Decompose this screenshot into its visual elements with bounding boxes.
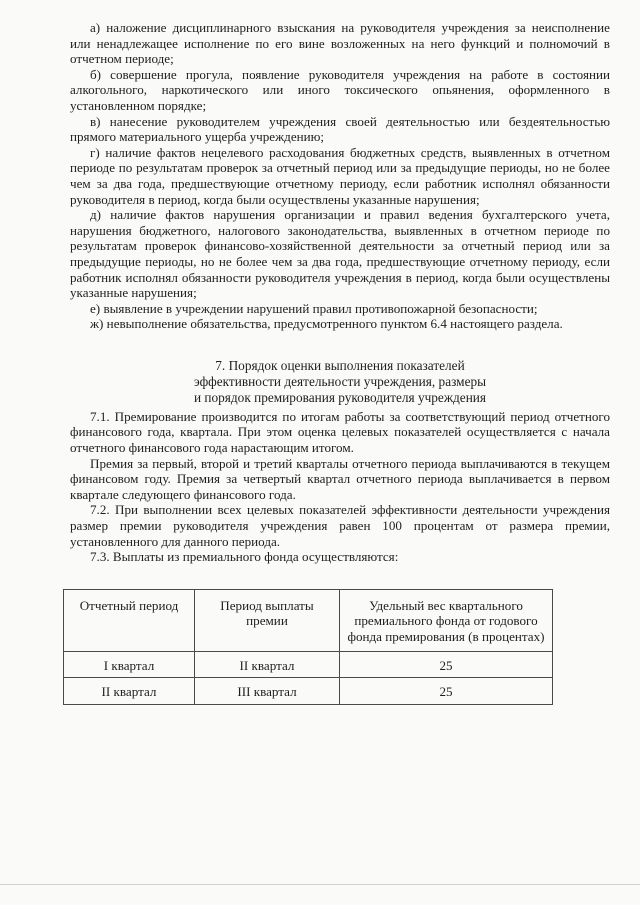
table-row <box>64 678 553 705</box>
clause-7-1-premium-timing: Премия за первый, второй и третий кварталы отчетного периода выплачиваются в текущем финансовом году. Премия за четвертый квартал отчетного периода выплачивается в первом квартале следующего финансового года. <box>70 455 610 502</box>
section-title-line: эффективности деятельности учреждения, размеры <box>193 373 487 389</box>
list-item-v: в) нанесение руководителем учреждения своей деятельностью или бездеятельностью прямого материального ущерба учреждению; <box>70 113 610 145</box>
header-weight-percent: Удельный вес квартального премиального фонда от годового фонда премирования (в процентах) <box>340 589 553 651</box>
list-item-d: д) наличие фактов нарушения организации и правил ведения бухгалтерского учета, нарушения бюджетного, налогового законодательства, выявленных в отчетном периоде по результатам проверок финансово-хозяйственной деятельности за отчетный период или за предыдущие периоды, но не более чем за два года, предшествующие отчетному периоду, если работник исполнял обязанности руководителя учреждения в период, когда были осуществлены указанные нарушения; <box>70 207 610 301</box>
clause-7-1: 7.1. Премирование производится по итогам работы за соответствующий период отчетного финансового года, квартала. При этом оценка целевых показателей осуществляется с начала отчетного финансового года нарастающим итогом. <box>70 408 610 456</box>
section-title-line: 7. Порядок оценки выполнения показателей <box>215 357 465 373</box>
table-header-row <box>64 589 553 651</box>
section-title-line: и порядок премирования руководителя учреждения <box>193 389 487 405</box>
cell-weight-percent: 25 <box>340 678 553 705</box>
clause-7-2: 7.2. При выполнении всех целевых показателей эффективности деятельности учреждения размер премии руководителя учреждения равен 100 процентам от размера премии, установленного для данного периода. <box>70 502 610 549</box>
table-row <box>64 651 553 678</box>
scan-edge-line <box>0 884 640 885</box>
section-7-title <box>70 358 610 406</box>
list-item-g: г) наличие фактов нецелевого расходования бюджетных средств, выявленных в отчетном периоде по результатам проверок за отчетный период или за предыдущие периоды, но не более чем за два года, предшествующие отчетному периоду, если работник исполнял обязанности руководителя в период, когда были осуществлены указанные нарушения; <box>70 144 610 207</box>
cell-reporting-period: II квартал <box>64 678 195 705</box>
cell-weight-percent: 25 <box>340 651 553 678</box>
premium-payout-table <box>63 589 553 705</box>
list-item-e: е) выявление в учреждении нарушений правил противопожарной безопасности; <box>90 300 538 316</box>
list-item-b: б) совершение прогула, появление руководителя учреждения на работе в состоянии алкогольного, наркотического или иного токсического опьянения, оформленного в установленном порядке; <box>70 66 610 113</box>
list-item-zh: ж) невыполнение обязательства, предусмотренного пунктом 6.4 настоящего раздела. <box>90 316 563 332</box>
cell-reporting-period: I квартал <box>64 651 195 678</box>
header-reporting-period: Отчетный период <box>64 589 195 651</box>
header-payout-period: Период выплаты премии <box>195 589 340 651</box>
cell-payout-period: III квартал <box>195 678 340 705</box>
list-item-a: а) наложение дисциплинарного взыскания на руководителя учреждения за неисполнение или ненадлежащее исполнение по его вине возложенных на него функций и полномочий в отчетном периоде; <box>70 20 610 67</box>
clause-7-3: 7.3. Выплаты из премиального фонда осуществляются: <box>90 549 399 565</box>
cell-payout-period: II квартал <box>195 651 340 678</box>
